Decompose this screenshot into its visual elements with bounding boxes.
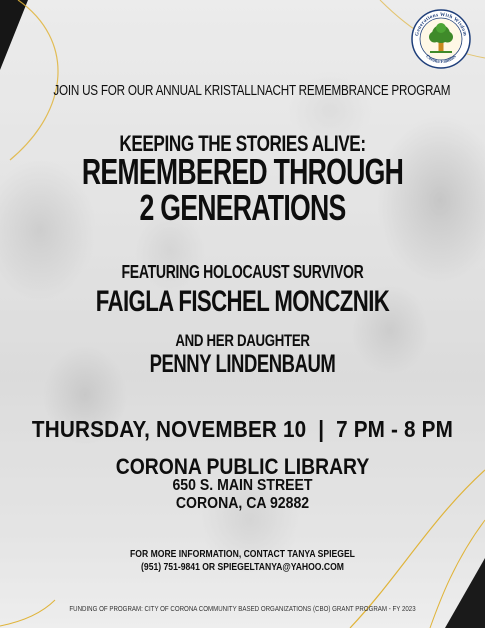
organization-logo [410, 8, 472, 70]
event-datetime: THURSDAY, NOVEMBER 10 | 7 PM - 8 PM [31, 416, 454, 442]
venue-city: CORONA, CA 92882 [175, 495, 310, 512]
daughter-label: AND HER DAUGHTER [175, 331, 310, 350]
venue-street: 650 S. MAIN STREET [172, 477, 313, 494]
event-title-line1: REMEMBERED THROUGH [81, 151, 404, 192]
logo-ring-text-bottom: Corona Families [424, 54, 458, 66]
survivor-name: FAIGLA FISCHEL MONCZNIK [95, 285, 390, 318]
contact-line2: (951) 751-9841 OR SPIEGELTANYA@YAHOO.COM [141, 562, 344, 573]
intro-line: JOIN US FOR OUR ANNUAL KRISTALLNACHT REMEMBRANCE PROGRAM [53, 82, 451, 99]
featuring-label: FEATURING HOLOCAUST SURVIVOR [121, 262, 364, 282]
event-subtitle: KEEPING THE STORIES ALIVE: [119, 131, 366, 156]
contact-line1: FOR MORE INFORMATION, CONTACT TANYA SPIEGEL [130, 549, 355, 560]
venue-name: CORONA PUBLIC LIBRARY [115, 454, 370, 479]
daughter-name: PENNY LINDENBAUM [149, 350, 336, 378]
logo-ring-text-top: Generations With Wisdom [414, 11, 468, 37]
funding-note: FUNDING OF PROGRAM: CITY OF CORONA COMMUNITY BASED ORGANIZATIONS (CBO) GRANT PROGRAM - FY 2023 [69, 604, 416, 613]
event-title-line2: 2 GENERATIONS [139, 187, 346, 228]
